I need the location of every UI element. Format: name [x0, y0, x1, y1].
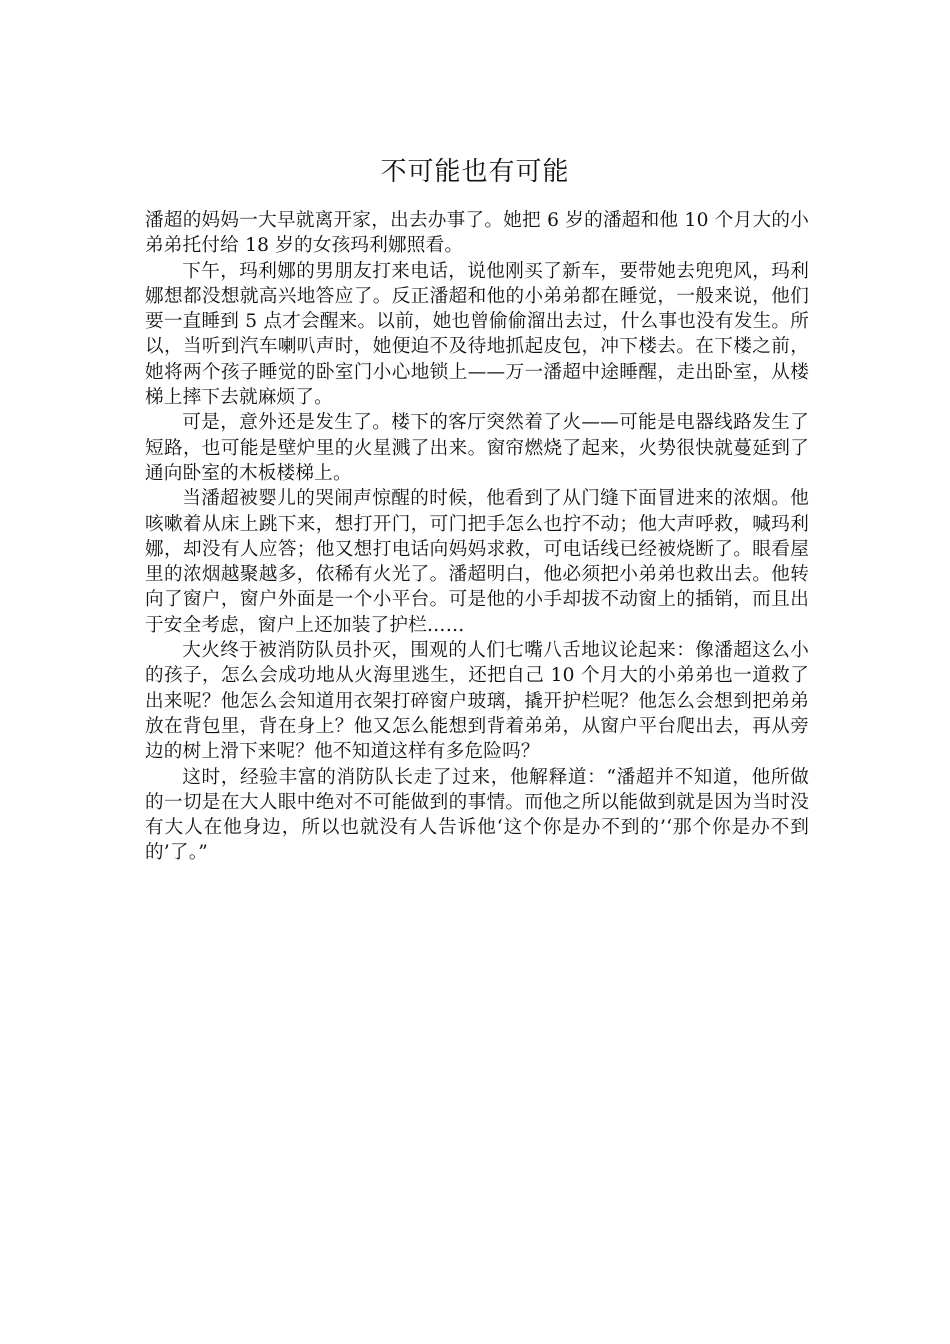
page-title: 不可能也有可能 — [380, 157, 570, 187]
paragraph-5: 大火终于被消防队员扑灭，围观的人们七嘴八舌地议论起来：像潘超这么小的孩子，怎么会成功地从火海里逃生，还把自己 10 个月大的小弟弟也一道救了出来呢？他怎么会知道用衣架打碎窗户玻璃，撬开护栏呢？他怎么会想到把弟弟放在背包里，背在身上？他又怎么能想到背着弟弟，从窗户平台爬出去，再从旁边的树上滑下来呢？他不知道这样有多危险吗？ — [145, 640, 809, 763]
paragraph-6: 这时，经验丰富的消防队长走了过来，他解释道：“潘超并不知道，他所做的一切是在大人眼中绝对不可能做到的事情。而他之所以能做到就是因为当时没有大人在他身边，所以也就没有人告诉他‘这个你是办不到的’‘那个你是办不到的’了。” — [145, 766, 809, 864]
paragraph-1: 潘超的妈妈一大早就离开家，出去办事了。她把 6 岁的潘超和他 10 个月大的小弟弟托付给 18 岁的女孩玛利娜照看。 — [145, 210, 809, 257]
paragraph-4: 当潘超被婴儿的哭闹声惊醒的时候，他看到了从门缝下面冒进来的浓烟。他咳嗽着从床上跳下来，想打开门，可门把手怎么也拧不动；他大声呼救，喊玛利娜，却没有人应答；他又想打电话向妈妈求救，可电话线已经被烧断了。眼看屋里的浓烟越聚越多，依稀有火光了。潘超明白，他必须把小弟弟也救出去。他转向了窗户，窗户外面是一个小平台。可是他的小手却拔不动窗上的插销，而且出于安全考虑，窗户上还加装了护栏…… — [145, 488, 809, 636]
paragraph-2: 下午，玛利娜的男朋友打来电话，说他刚买了新车，要带她去兜兜风，玛利娜想都没想就高兴地答应了。反正潘超和他的小弟弟都在睡觉，一般来说，他们要一直睡到 5 点才会醒来。以前，她也曾偷偷溜出去过，什么事也没有发生。所以，当听到汽车喇叭声时，她便迫不及待地抓起皮包，冲下楼去。在下楼之前，她将两个孩子睡觉的卧室门小心地锁上——万一潘超中途睡醒，走出卧室，从楼梯上摔下去就麻烦了。 — [145, 260, 809, 409]
article-body — [145, 208, 809, 866]
paragraph-3: 可是，意外还是发生了。楼下的客厅突然着了火——可能是电器线路发生了短路，也可能是壁炉里的火星溅了出来。窗帘燃烧了起来，火势很快就蔓延到了通向卧室的木板楼梯上。 — [145, 412, 809, 484]
